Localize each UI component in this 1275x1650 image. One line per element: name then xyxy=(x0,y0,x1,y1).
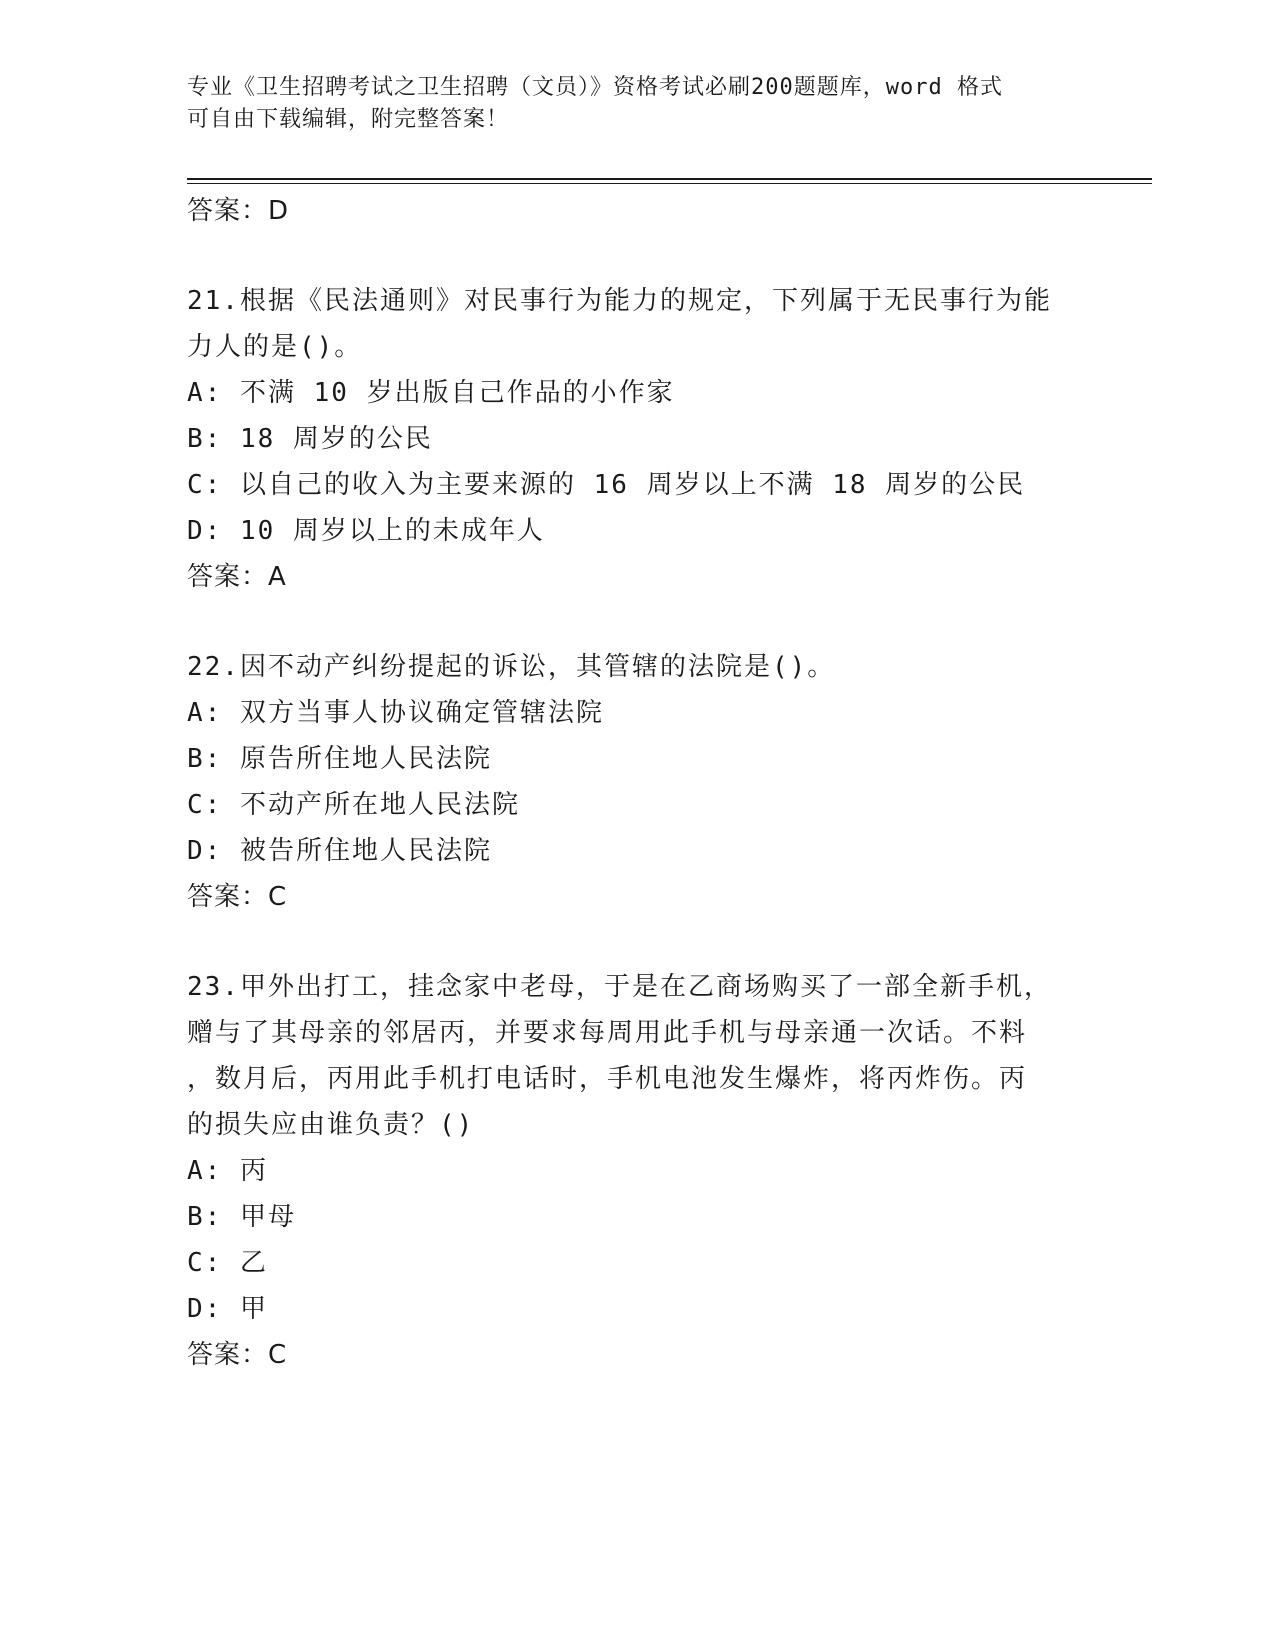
header-line-2: 可自由下载编辑，附完整答案！ xyxy=(187,107,510,132)
spacer xyxy=(187,920,1087,964)
spacer xyxy=(187,600,1087,644)
question-stem-line: 的损失应由谁负责？() xyxy=(187,1110,475,1140)
header-line-1: 专业《卫生招聘考试之卫生招聘（文员）》资格考试必刷200题题库，word 格式 xyxy=(187,75,1003,100)
option-d: D: 10 周岁以上的未成年人 xyxy=(187,516,545,546)
option-d: D: 被告所住地人民法院 xyxy=(187,836,492,866)
option-b: B: 原告所住地人民法院 xyxy=(187,744,492,774)
question-23 xyxy=(187,964,1087,1378)
question-stem-line: 22.因不动产纠纷提起的诉讼，其管辖的法院是()。 xyxy=(187,652,836,682)
question-21 xyxy=(187,278,1087,600)
answer-line: 答案：C xyxy=(187,1340,288,1370)
option-d: D: 甲 xyxy=(187,1294,268,1324)
question-stem-line: ，数月后，丙用此手机打电话时，手机电池发生爆炸，将丙炸伤。丙 xyxy=(187,1064,1028,1094)
option-c: C: 以自己的收入为主要来源的 16 周岁以上不满 18 周岁的公民 xyxy=(187,470,1026,500)
question-stem-line: 21.根据《民法通则》对民事行为能力的规定，下列属于无民事行为能 xyxy=(187,286,1052,316)
spacer xyxy=(187,234,1087,278)
question-22 xyxy=(187,644,1087,920)
header-rule-thick xyxy=(187,178,1152,180)
option-c: C: 乙 xyxy=(187,1248,268,1278)
question-stem-line: 力人的是()。 xyxy=(187,332,363,362)
answer-line: 答案：C xyxy=(187,882,288,912)
header-rule-thin xyxy=(187,183,1152,184)
option-b: B: 18 周岁的公民 xyxy=(187,424,433,454)
document-header xyxy=(187,72,1067,136)
option-b: B: 甲母 xyxy=(187,1202,296,1232)
option-a: A: 双方当事人协议确定管辖法院 xyxy=(187,698,604,728)
option-c: C: 不动产所在地人民法院 xyxy=(187,790,520,820)
question-stem-line: 赠与了其母亲的邻居丙，并要求每周用此手机与母亲通一次话。不料 xyxy=(187,1018,1028,1048)
answer-line: 答案：A xyxy=(187,562,287,592)
question-content xyxy=(187,188,1087,1378)
option-a: A: 丙 xyxy=(187,1156,268,1186)
question-stem-line: 23.甲外出打工，挂念家中老母，于是在乙商场购买了一部全新手机， xyxy=(187,972,1052,1002)
previous-answer: 答案：D xyxy=(187,196,290,226)
option-a: A: 不满 10 岁出版自己作品的小作家 xyxy=(187,378,675,408)
